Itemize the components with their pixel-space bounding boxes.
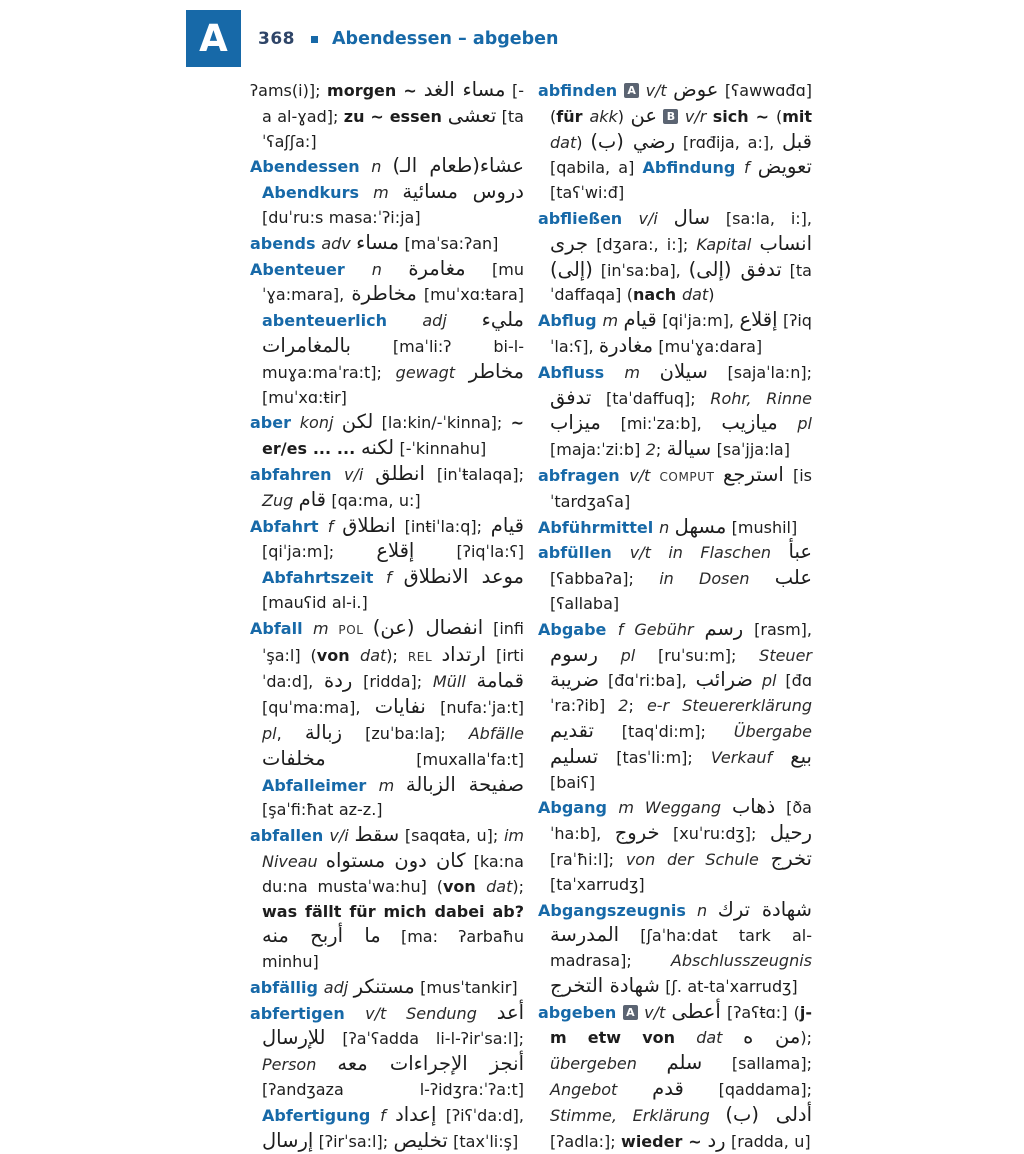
transcription-text: [ʔaʕŧɑ:] ( [720,1002,800,1022]
transcription-text: ); [386,645,408,665]
grammar-label: m Weggang [618,798,732,818]
arabic-translation: انطلاق [342,513,396,537]
headword: Abendessen [250,157,372,177]
grammar-label: 2 [618,696,629,716]
headword: Abendkurs [262,183,374,203]
entry-abgang [538,795,812,897]
headword: abfallen [250,826,330,846]
grammar-label: dat [486,876,513,896]
arabic-translation: أعطى [671,999,721,1023]
arabic-translation: مساء الغد [423,78,506,101]
transcription-text: [maˈsa:ʔan] [399,233,499,253]
arabic-translation: قيام [623,308,657,332]
transcription-text: [qiˈja:m], [656,311,740,331]
transcription-text: [-a al-ɣad]; [262,81,525,126]
arabic-translation: مخلفات [262,746,326,770]
arabic-translation: جرى [550,231,589,255]
entry-abfluss [538,360,812,463]
arabic-translation: سيالة [666,437,712,461]
transcription-text: [qaddama]; [683,1080,812,1100]
headword: Abfluss [538,362,625,382]
grammar-label: dat [681,285,709,305]
sense-marker: A [623,1005,638,1020]
transcription-text: [taˈdaffuq]; [591,388,711,408]
grammar-label: v/t in Flaschen [629,543,789,563]
grammar-label: f Gebühr [617,619,705,639]
arabic-translation: رضي (ب) [590,129,676,153]
transcription-text: [muˈxɑ:ŧir] [262,387,347,407]
arabic-translation: مغامرة [408,256,466,280]
grammar-label: n [697,900,718,920]
arabic-translation: إقلاع [376,539,415,563]
transcription-text: [musˈtankir] [414,977,518,997]
entry-abfuellen [538,540,812,616]
arabic-translation: شهادة ترك المدرسة [550,897,812,947]
transcription-text: ) [576,132,591,152]
grammar-label: dat [696,1028,723,1048]
transcription-text: [qa:ma, u:] [326,490,421,510]
headword: abgeben [538,1002,623,1022]
arabic-translation: شهادة التخرج [550,973,660,997]
arabic-translation: تخليص [393,1128,448,1152]
grammar-label: dat [550,132,577,152]
transcription-text: [taˈxarrudʒ] [550,874,645,894]
arabic-translation: إرسال [262,1128,314,1152]
transcription-text: [ʔiqˈla:ʕ], [550,311,812,356]
grammar-label: Angebot [550,1080,653,1100]
arabic-translation: تدفق [550,385,592,409]
transcription-text [598,646,621,665]
transcription-text: [ma: ʔarbaħu minhu] [262,927,524,972]
grammar-label: Abfälle [468,723,524,743]
grammar-label: v/i [329,826,355,846]
transcription-text: [muˈɣa:mara], [262,259,525,305]
grammar-label: in Dosen [659,569,775,589]
arabic-translation: قدم [652,1077,684,1101]
arabic-translation: رسوم [550,642,598,666]
arabic-translation: استرجع [723,462,784,486]
arabic-translation: رد [707,1128,726,1152]
grammar-label: f [327,516,343,536]
grammar-label: n [371,259,409,279]
arabic-translation: إقلاع [739,308,778,332]
entry-abgangszeugnis [538,898,812,1000]
bold-phrase: morgen ~ [327,81,424,100]
grammar-label: konj [299,413,342,433]
transcription-text: ) [708,285,715,305]
arabic-translation: ذهاب [731,795,776,819]
arabic-translation: عن [630,103,657,127]
grammar-label: im Niveau [262,826,524,871]
transcription-text: [nufa:ˈja:t] [425,698,524,718]
transcription-text: [sajaˈla:n]; [707,362,812,382]
bold-phrase: sich ~ [712,106,776,126]
headword: Abgabe [538,619,618,639]
entry-abend-continuation [250,78,524,154]
transcription-text: [ridda]; [352,672,433,692]
sense-marker: B [663,109,678,124]
grammar-label: v/t [629,465,660,485]
transcription-text: [ʃaˈha:dat tark al-madrasa]; [550,926,812,971]
entry-abfall [250,616,524,823]
headword: Abfall [250,618,313,638]
entry-abenteuer [250,257,524,411]
transcription-text: [rɑđija, a:], [675,132,782,152]
transcription-text: ; [655,440,667,460]
transcription-text: [sallama]; [702,1054,812,1074]
arabic-translation: لكن [341,410,374,434]
grammar-label: übergeben [550,1054,667,1074]
square-bullet-icon [311,36,318,43]
grammar-label: adv [321,233,357,253]
headword: abfertigen [250,1003,366,1023]
arabic-translation: ضرائب [695,668,753,692]
transcription-text: [ʔadla:]; [550,1131,622,1151]
headword: Abfahrt [250,516,328,536]
grammar-label: m [373,183,403,203]
transcription-text: [muˈɣa:dara] [653,336,763,356]
arabic-translation: بيع [790,744,812,768]
arabic-translation: رسم [704,616,744,640]
entry-abfuehrmittel [538,515,812,541]
arabic-translation: صفيحة الزبالة [405,772,525,796]
headword: Abgang [538,798,619,818]
headword: Abgangszeugnis [538,900,697,920]
grammar-label: v/t Sendung [365,1003,497,1023]
arabic-translation: انساب (إلى) [550,231,812,281]
transcription-text: [ʔirˈsa:l]; [313,1131,394,1151]
transcription-text: [ʔiqˈla:ʕ] [414,542,524,562]
headword: Abfalleimer [262,775,379,795]
arabic-translation: سلم [666,1051,703,1075]
arabic-translation: مخاطرة [351,282,417,306]
transcription-text: [đɑˈri:ba], [599,671,696,691]
arabic-translation: قيام [490,513,524,537]
domain-label: REL [407,649,442,664]
transcription-text: [muˈxɑ:ŧara] [416,285,524,305]
grammar-label: Zug [262,490,299,510]
bold-phrase: für [556,106,590,126]
grammar-label: Müll [432,672,477,692]
transcription-text: [dʒara:, i:]; [588,234,697,254]
transcription-text: [ʕawwɑđɑ] ( [550,81,812,126]
arabic-translation: تعشى [447,103,497,127]
arabic-translation: من ه [743,1025,801,1049]
headword: abfällig [250,977,324,997]
grammar-label: Abschlusszeugnis [670,951,812,971]
bold-phrase: wieder ~ [621,1131,708,1151]
transcription-text: [raˈħi:l]; [550,849,626,869]
grammar-label: akk [589,106,618,126]
transcription-text: [mauʕid al-i.] [262,592,368,612]
arabic-translation: قام [298,487,326,511]
grammar-label: v/i [638,208,674,228]
entry-abgeben [538,1000,812,1154]
transcription-text: [-ˈkinnahu] [394,439,487,459]
entry-abgabe [538,617,812,796]
transcription-text: [ʔaˈʕadda li-l-ʔirˈsa:l]; [325,1029,524,1049]
domain-label: COMPUT [659,469,724,484]
bold-phrase: was fällt für mich dabei ab? [262,901,524,921]
headword: abfinden [538,81,625,100]
arabic-translation: رحيل [769,821,812,845]
grammar-label: 2 [645,440,656,460]
arabic-translation: عشاء(طعام الـ) [392,154,525,178]
bold-phrase: von [316,645,361,665]
arabic-translation: كان دون مستواه [325,848,466,872]
arabic-translation: قبل [782,129,812,153]
arabic-translation: ميازيب [721,411,778,435]
bold-phrase: nach [633,285,682,305]
transcription-text: [quˈma:ma], [262,698,375,718]
arabic-translation: عوض [673,78,719,101]
transcription-text: [infiˈşa:l] ( [262,618,525,665]
grammar-label: gewagt [395,362,469,382]
arabic-translation: خروج [614,821,660,845]
transcription-text: [baiʕ] [550,772,596,792]
arabic-translation: عبأ [788,540,812,564]
transcription-text: [muxallaˈfa:t] [325,749,524,769]
grammar-label: f [743,158,758,178]
transcription-text: [mushil] [726,517,798,537]
transcription-text: [tasˈli:m]; [598,747,711,767]
transcription-text: [ʕabbaʔa]; [550,569,660,589]
grammar-label: pl [620,645,636,665]
arabic-translation: إعداد [395,1102,437,1126]
transcription-text: [duˈru:s masa:ˈʔi:ja] [262,207,421,227]
transcription-text: [mi:ˈza:b], [600,414,722,434]
transcription-text: [ʔiʕˈda:d], [436,1105,524,1125]
transcription-text: [ðaˈha:b], [550,798,812,844]
arabic-translation: ميزاب [550,411,601,435]
arabic-translation: سال [673,205,711,229]
headword: Abenteuer [250,259,372,279]
transcription-text: [şaˈfi:ħat az-z.] [262,800,383,820]
entry-abfinden [538,78,812,206]
arabic-translation: مخاطر [468,359,524,383]
grammar-label: pl [797,414,812,434]
headword: Abfahrtszeit [262,568,386,588]
headword: abenteuerlich [262,311,423,331]
arabic-translation: ردة [324,669,353,693]
grammar-label: Person [262,1055,338,1075]
transcription-text: [ka:na du:na mustaˈwa:hu] ( [262,851,524,896]
arabic-translation: نفايات [374,695,426,719]
transcription-text: [qiˈja:m]; [262,542,377,562]
arabic-translation: دروس مسائية [402,180,524,204]
arabic-translation: تسليم [550,744,599,768]
page-number: 368 [258,29,295,49]
headword: abfließen [538,208,639,228]
arabic-translation: مستنكر [353,974,415,998]
transcription-text: [saˈjja:la] [711,440,790,460]
transcription-text: [rasm], [743,619,812,639]
dictionary-body [250,78,812,1154]
transcription-text: [qabila, a] [550,158,643,178]
grammar-label: dat [360,645,387,665]
transcription-text: ); [512,876,524,896]
transcription-text: [zuˈba:la]; [342,723,469,743]
transcription-text: ) [617,106,631,126]
entry-abfliessen [538,206,812,308]
transcription-text: [ʃ. at-taˈxarrudʒ] [659,976,798,996]
transcription-text [753,671,762,690]
transcription-text [778,414,798,433]
grammar-label: v/t [637,1002,672,1022]
arabic-translation: أدلى (ب) [725,1102,812,1126]
transcription-text: [taxˈli:ş] [447,1131,519,1151]
grammar-label: n [659,517,675,537]
entry-abends [250,231,524,257]
headword: Abfindung [642,158,744,178]
transcription-text: [maˈli:ʔ bi-l-muɣa:maˈra:t]; [262,336,524,382]
grammar-label: v/i [344,464,376,484]
headword: abfüllen [538,543,630,563]
arabic-translation: أنجز الإجراءات معه [337,1052,524,1076]
headword: Abfertigung [262,1105,381,1125]
transcription-text: , [276,723,305,743]
dictionary-column-right [538,78,812,1154]
arabic-translation: مغادرة [598,333,654,357]
transcription-text: [saqɑŧa, u]; [399,826,504,846]
transcription-text: [ʕallaba] [550,593,620,613]
entry-abfahrt [250,514,524,616]
arabic-translation: أعد للإرسال [262,1000,524,1050]
transcription-text: ( [775,106,783,126]
headword: abfahren [250,464,344,484]
grammar-label: adj [422,311,482,331]
grammar-label: Übergabe [733,721,812,741]
transcription-text [722,1028,743,1047]
grammar-label: von der Schule [625,849,771,869]
arabic-translation: ما أربح منه [262,924,381,948]
transcription-text: [maja:ˈzi:b] [550,440,646,460]
arabic-translation: تعويض [757,155,812,179]
page-header [258,28,558,50]
transcription-text: [sa:la, i:], [710,208,812,228]
grammar-label: m [312,618,339,638]
transcription-text: [irtiˈda:d], [262,645,525,692]
bold-phrase: j-m etw von [550,1002,813,1048]
transcription-text: [radda, u] [725,1131,811,1151]
headword: aber [250,413,300,433]
headword: abfragen [538,465,630,485]
sense-marker: A [624,83,639,98]
transcription-text: [inˈŧalaqa]; [424,464,524,484]
grammar-label: m [624,362,660,382]
domain-label: POL [338,622,373,637]
transcription-text: ; [628,696,647,716]
entry-abendessen [250,154,524,230]
grammar-label: Kapital [696,234,760,254]
grammar-label: e-r Steuererklärung [646,696,813,716]
grammar-label: Stimme, Erklärung [550,1105,726,1125]
headword: Abführmittel [538,517,660,537]
arabic-translation: ارتداد [441,642,487,666]
grammar-label: adj [323,977,354,997]
transcription-text: [isˈtardʒaʕa] [550,465,812,511]
arabic-translation: زبالة [304,720,343,744]
transcription-text: ); [800,1028,812,1048]
arabic-translation: ضريبة [550,668,600,692]
arabic-translation: علب [774,566,812,590]
entry-abflug [538,308,812,360]
grammar-label: v/r [678,106,713,126]
transcription-text: [taqˈdi:m]; [593,721,734,741]
bold-phrase: von [442,876,487,896]
bold-phrase: ~ er/es ... ... [262,413,524,459]
grammar-label: Rohr, Rinne [710,388,812,408]
grammar-label: f [380,1105,396,1125]
arabic-translation: تخرج [770,846,812,870]
arabic-translation: سقط [354,823,400,847]
arabic-translation: مسهل [674,514,727,538]
grammar-label: n [371,157,393,177]
arabic-translation: مساء [356,230,400,254]
grammar-label: v/t [639,81,674,100]
arabic-translation: تدفق (إلى) [688,257,782,281]
transcription-text: [đɑˈra:ʔib] [550,671,812,716]
transcription-text: ʔams(i)]; [250,81,328,100]
transcription-text: [taˈdaffaqa] ( [550,260,812,305]
grammar-label: f [385,568,404,588]
arabic-translation: مليء بالمغامرات [262,308,524,357]
arabic-translation: انفصال (عن) [372,615,484,639]
arabic-translation: تقديم [550,718,594,742]
transcription-text: [inŧiˈla:q]; [395,516,491,536]
entry-aber [250,410,524,462]
bold-phrase: mit [782,106,812,126]
transcription-text: [xuˈru:dʒ]; [659,824,770,844]
grammar-label: pl [262,723,277,743]
transcription-text: [inˈsa:ba], [592,260,689,280]
grammar-label: m [602,311,624,331]
arabic-translation: موعد الانطلاق [403,565,524,589]
entry-abfragen [538,463,812,515]
dictionary-column-left [250,78,524,1154]
entry-abfallen [250,823,524,975]
bold-phrase: zu ~ essen [343,106,448,126]
grammar-label: pl [761,671,777,691]
transcription-text: [ʔandʒaza l-ʔidʒra:ˈʔa:t] [262,1080,524,1100]
arabic-translation: سيلان [659,359,708,383]
transcription-text: [la:kin/-ˈkinna]; [373,413,511,433]
transcription-text: [taʕˈwi:đ] [550,183,625,203]
arabic-translation: لكنه [361,436,395,460]
headword-range: Abendessen – abgeben [332,29,559,49]
headword: abends [250,233,322,253]
entry-abfaellig [250,975,524,1001]
headword: Abflug [538,311,603,331]
transcription-text: [taˈʕaʃʃa:] [262,106,524,151]
entry-abfahren [250,462,524,514]
transcription-text: [ruˈsu:m]; [635,645,760,665]
grammar-label: Steuer [759,645,812,665]
arabic-translation: قمامة [476,669,524,693]
grammar-label: Verkauf [710,747,791,767]
arabic-translation: انطلق [375,461,425,485]
grammar-label: m [378,775,406,795]
letter-tab: A [186,10,241,67]
